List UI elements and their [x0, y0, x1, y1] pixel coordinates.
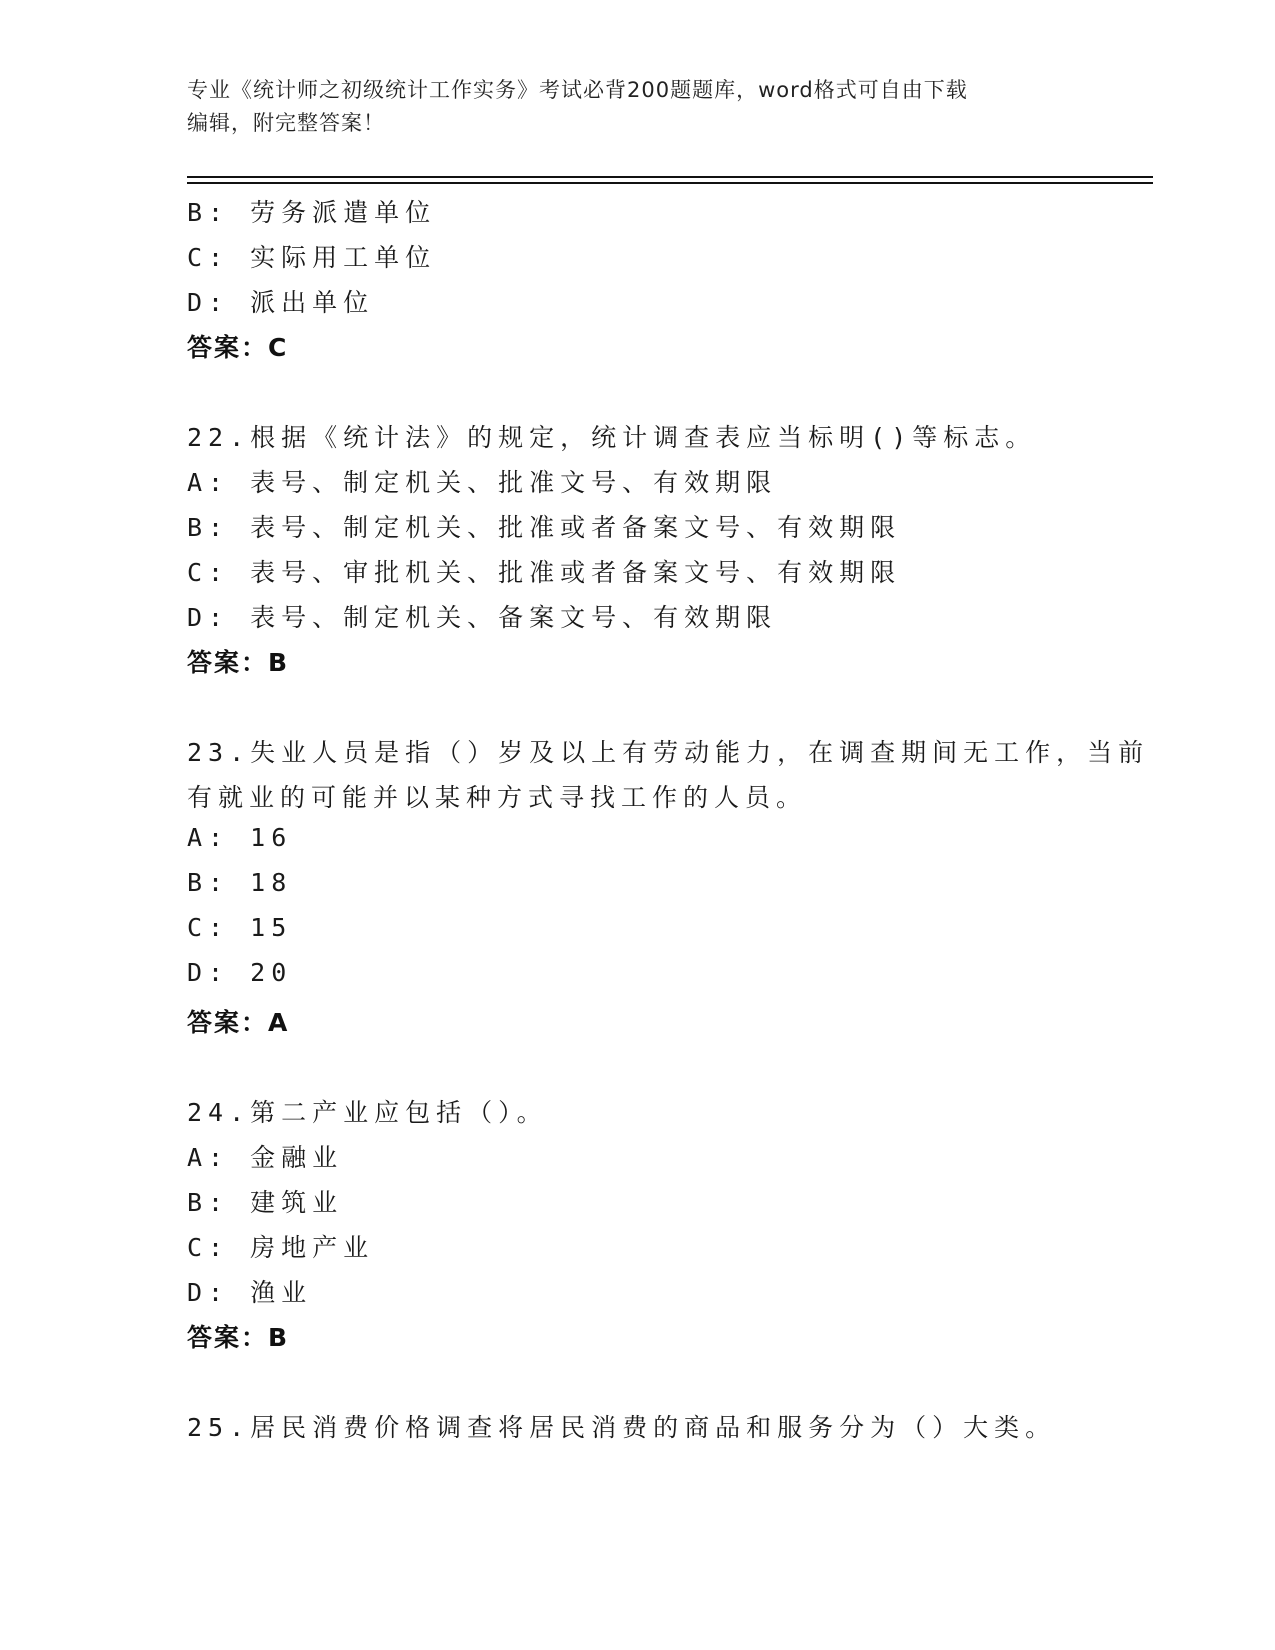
q22-option-d: D: 表号、制定机关、备案文号、有效期限	[187, 603, 778, 632]
q22-question: 22.根据《统计法》的规定，统计调查表应当标明()等标志。	[187, 423, 1037, 452]
q22-option-b: B: 表号、制定机关、批准或者备案文号、有效期限	[187, 513, 902, 542]
document-header	[187, 74, 1087, 140]
header-title-line-1: 专业《统计师之初级统计工作实务》考试必背200题题库，word格式可自由下载	[187, 78, 968, 102]
q23-answer: 答案：A	[187, 1008, 290, 1037]
q24-option-a: A: 金融业	[187, 1143, 344, 1172]
q23-question-line-2: 有就业的可能并以某种方式寻找工作的人员。	[187, 783, 808, 812]
q23-option-b: B: 18	[187, 868, 293, 897]
q24-option-b: B: 建筑业	[187, 1188, 344, 1217]
q24-answer: 答案：B	[187, 1323, 290, 1352]
q25-question: 25.居民消费价格调查将居民消费的商品和服务分为（）大类。	[187, 1413, 1057, 1442]
q22-option-c: C: 表号、审批机关、批准或者备案文号、有效期限	[187, 558, 902, 587]
q23-question-line-1: 23.失业人员是指（）岁及以上有劳动能力，在调查期间无工作，当前	[187, 738, 1150, 767]
q23-option-a: A: 16	[187, 823, 293, 852]
q21-option-d: D: 派出单位	[187, 288, 375, 317]
q24-option-c: C: 房地产业	[187, 1233, 375, 1262]
header-title-line-2: 编辑，附完整答案！	[187, 111, 385, 135]
q21-option-c: C: 实际用工单位	[187, 243, 437, 272]
q23-option-c: C: 15	[187, 913, 293, 942]
header-divider-top	[187, 176, 1153, 178]
q24-option-d: D: 渔业	[187, 1278, 313, 1307]
q21-answer: 答案：C	[187, 333, 289, 362]
q23-option-d: D: 20	[187, 958, 293, 987]
header-divider-bottom	[187, 182, 1153, 184]
q22-option-a: A: 表号、制定机关、批准文号、有效期限	[187, 468, 778, 497]
q22-answer: 答案：B	[187, 648, 290, 677]
q24-question: 24.第二产业应包括（）。	[187, 1098, 548, 1127]
q21-option-b: B: 劳务派遣单位	[187, 198, 437, 227]
